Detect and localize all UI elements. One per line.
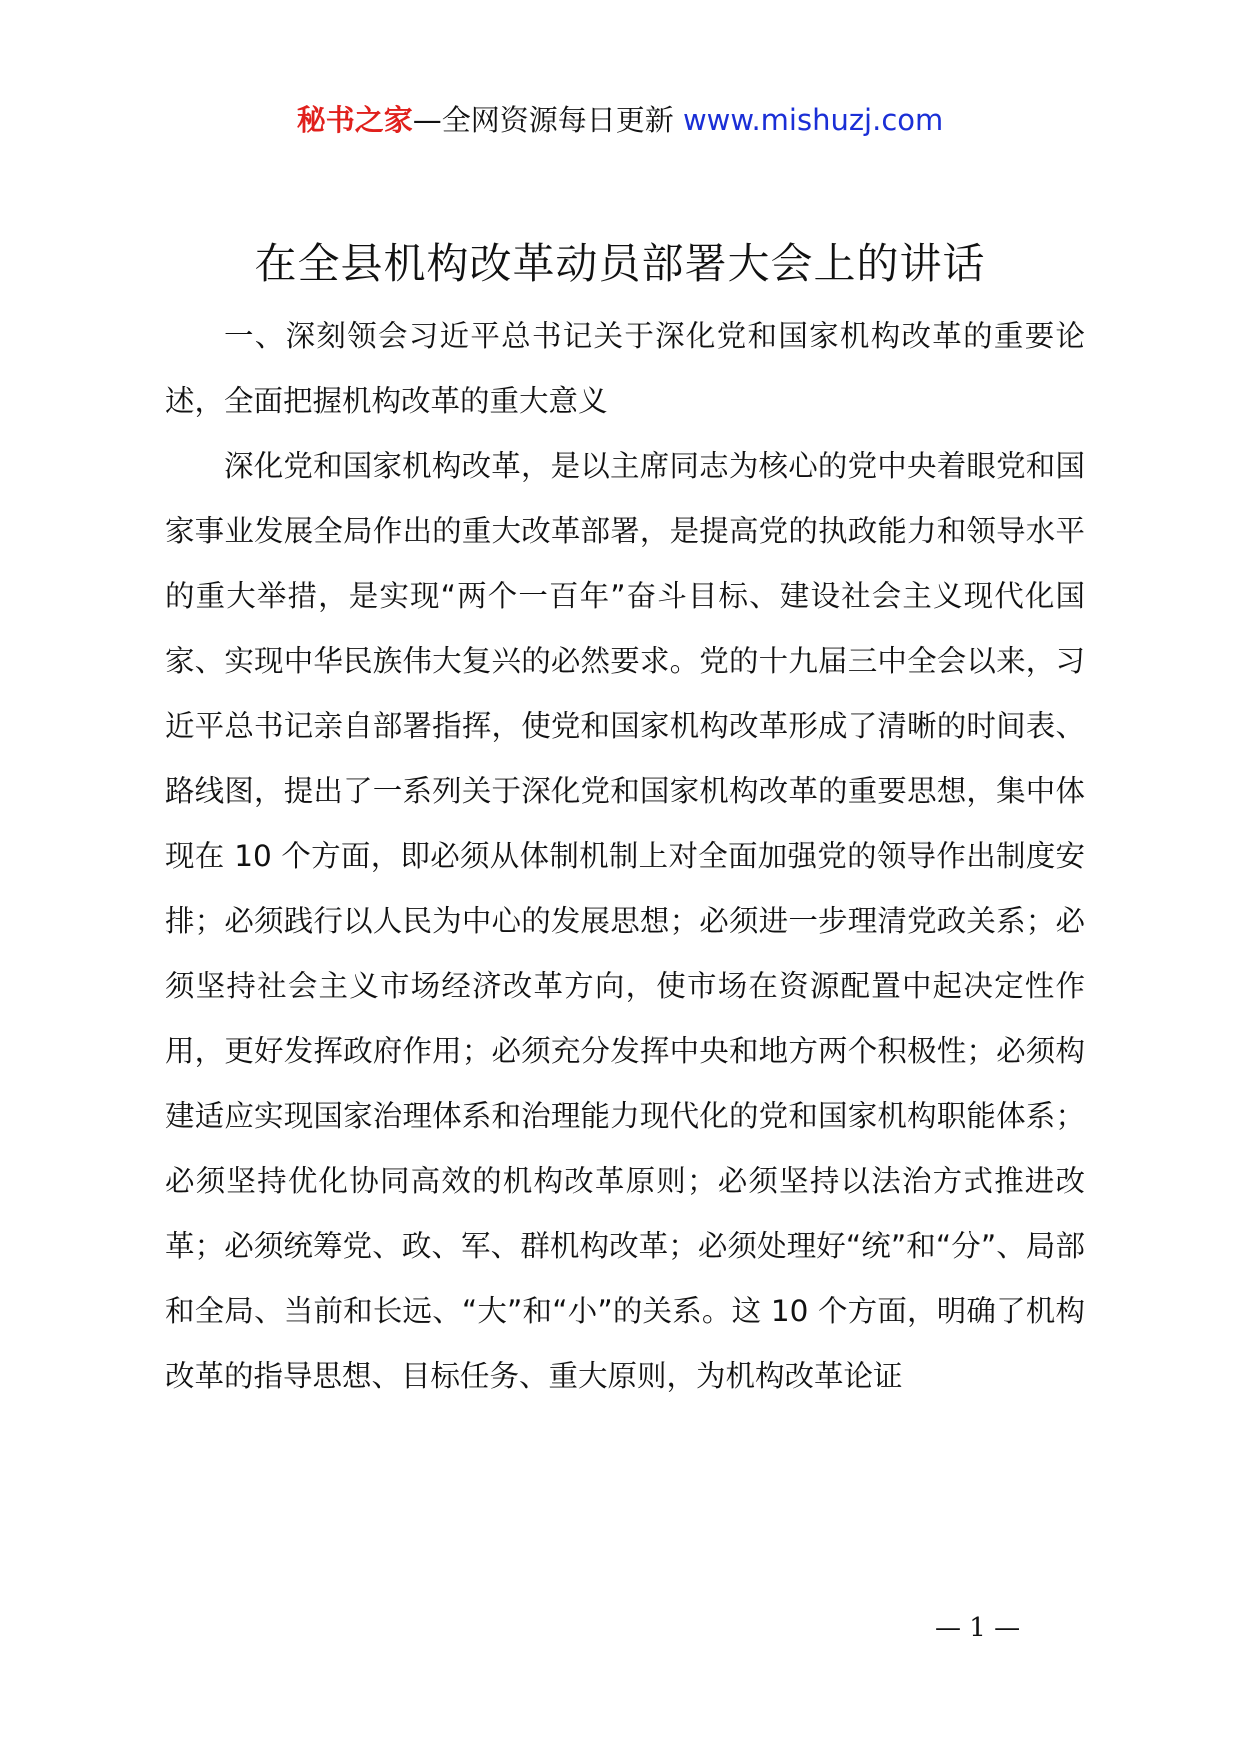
document-title: 在全县机构改革动员部署大会上的讲话 [254,239,986,288]
site-header [0,100,1240,140]
body-paragraph: 深化党和国家机构改革，是以主席同志为核心的党中央着眼党和国家事业发展全局作出的重大改革部署，是提高党的执政能力和领导水平的重大举措，是实现“两个一百年”奋斗目标、建设社会主义现代化国家、实现中华民族伟大复兴的必然要求。党的十九届三中全会以来，习近平总书记亲自部署指挥，使党和国家机构改革形成了清晰的时间表、路线图，提出了一系列关于深化党和国家机构改革的重要思想，集中体现在 10 个方面，即必须从体制机制上对全面加强党的领导作出制度安排；必须践行以人民为中心的发展思想；必须进一步理清党政关系；必须坚持社会主义市场经济改革方向，使市场在资源配置中起决定性作用，更好发挥政府作用；必须充分发挥中央和地方两个积极性；必须构建适应实现国家治理体系和治理能力现代化的党和国家机构职能体系；必须坚持优化协同高效的机构改革原则；必须坚持以法治方式推进改革；必须统筹党、政、军、群机构改革；必须处理好“统”和“分”、局部和全局、当前和长远、“大”和“小”的关系。这 10 个方面，明确了机构改革的指导思想、目标任务、重大原则，为机构改革论证 [165,449,1085,1393]
section-heading: 一、深刻领会习近平总书记关于深化党和国家机构改革的重要论述，全面把握机构改革的重大意义 [165,319,1085,418]
site-tagline: —全网资源每日更新 [412,103,674,137]
site-url-link[interactable]: www.mishuzj.com [682,103,944,137]
site-brand: 秘书之家 [296,103,413,137]
page-number: — 1 — [935,1613,1021,1643]
document-body [165,304,1085,1409]
